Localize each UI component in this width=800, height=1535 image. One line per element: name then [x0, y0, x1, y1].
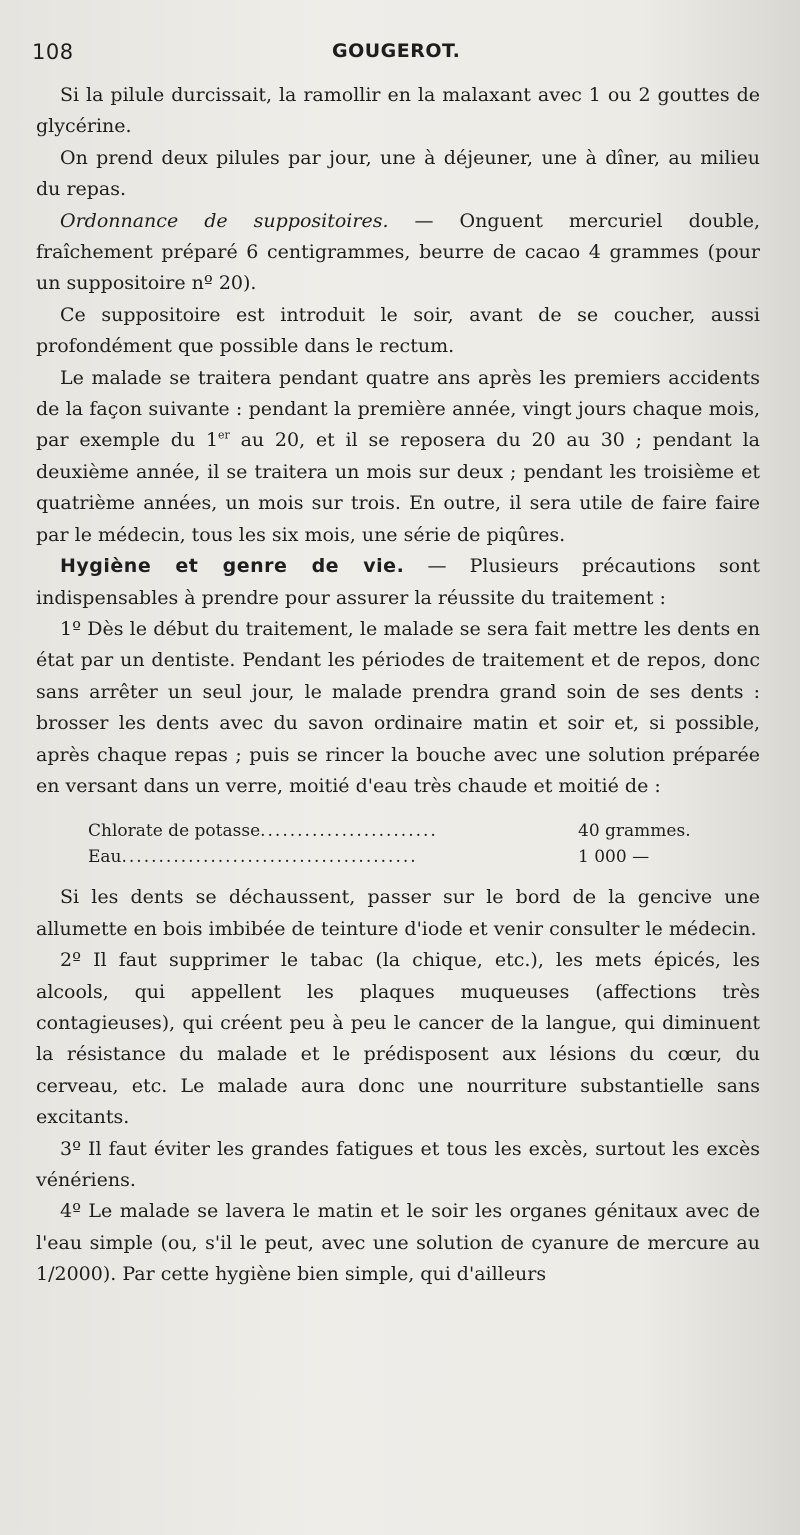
- suppositoires-text: — Onguent mercuriel double, fraîchement préparé 6 centigrammes, beurre de cacao 4 grammes (pour un suppositoire nº 20).: [36, 209, 760, 295]
- paragraph-treatment-schedule: [36, 363, 760, 551]
- schedule-superscript: er: [218, 429, 230, 443]
- hygiene-heading: Hygiène et genre de vie.: [60, 555, 405, 578]
- recipe-quantity: 40 grammes.: [578, 821, 691, 842]
- recipe-ingredient: Eau: [88, 847, 122, 868]
- recipe-leader-dots: ........................: [260, 821, 438, 842]
- paragraph-gums: Si les dents se déchaussent, passer sur le bord de la gencive une allumette en bois imbibée de teinture d'iode et venir consulter le médecin.: [36, 886, 760, 940]
- mouthwash-recipe: [88, 818, 728, 870]
- paragraph-item-4: 4º Le malade se lavera le matin et le soir les organes génitaux avec de l'eau simple (ou, s'il le peut, avec une solution de cyanure de mercure au 1/2000). Par cette hygiène bien simple, qui d'ailleurs: [36, 1200, 760, 1286]
- recipe-row: [88, 818, 728, 844]
- schedule-text-b: au 20, et il se reposera du 20 au 30 ; pendant la deuxième année, il se traitera un mois sur deux ; pendant les troisième et quatrième années, un mois sur trois. En outre, il sera utile de faire faire par le médecin, tous les six mois, une série de piqûres.: [36, 429, 760, 546]
- running-head: GOUGEROT.: [332, 40, 461, 62]
- page-number: 108: [32, 40, 74, 64]
- recipe-ingredient: Chlorate de potasse: [88, 821, 261, 842]
- paragraph-suppositoires: [36, 206, 760, 300]
- paragraph-item-2: 2º Il faut supprimer le tabac (la chique, etc.), les mets épicés, les alcools, qui appellent les plaques muqueuses (affections très contagieuses), qui créent peu à peu le cancer de la langue, qui diminuent la résistance du malade et le prédisposent aux lésions du cœur, du cerveau, etc. Le malade aura donc une nourriture substantielle sans excitants.: [36, 949, 760, 1129]
- recipe-leader-dots: ........................................: [121, 847, 418, 868]
- hygiene-text: — Plusieurs précautions sont indispensables à prendre pour assurer la réussite du traitement :: [36, 555, 760, 609]
- paragraph-dosage: On prend deux pilules par jour, une à déjeuner, une à dîner, au milieu du repas.: [36, 146, 760, 201]
- recipe-quantity: 1 000 —: [578, 847, 650, 868]
- recipe-row: [88, 844, 728, 870]
- paragraph-item-1: 1º Dès le début du traitement, le malade se sera fait mettre les dents en état par un dentiste. Pendant les périodes de traitement et de repos, donc sans arrêter un seul jour, le malade prendra grand soin de ses dents : brosser les dents avec du savon ordinaire matin et soir et, si possible, après chaque repas ; puis se rincer la bouche avec une solution préparée en versant dans un verre, moitié d'eau très chaude et moitié de :: [36, 617, 760, 797]
- paragraph-item-3: 3º Il faut éviter les grandes fatigues et tous les excès, surtout les excès vénériens.: [36, 1137, 760, 1191]
- suppositoires-label: Ordonnance de suppositoires.: [60, 209, 389, 232]
- schedule-text-a: Le malade se traitera pendant quatre ans après les premiers accidents de la façon suivante : pendant la première année, vingt jours chaque mois, par exemple du 1: [36, 366, 760, 452]
- page-body: [36, 80, 760, 1291]
- paragraph-hygiene: [36, 551, 760, 614]
- paragraph-introduction: Ce suppositoire est introduit le soir, avant de se coucher, aussi profondément que possible dans le rectum.: [36, 303, 760, 358]
- page-header: [32, 40, 762, 76]
- paragraph-pilule: Si la pilule durcissait, la ramollir en la malaxant avec 1 ou 2 gouttes de glycérine.: [36, 84, 760, 138]
